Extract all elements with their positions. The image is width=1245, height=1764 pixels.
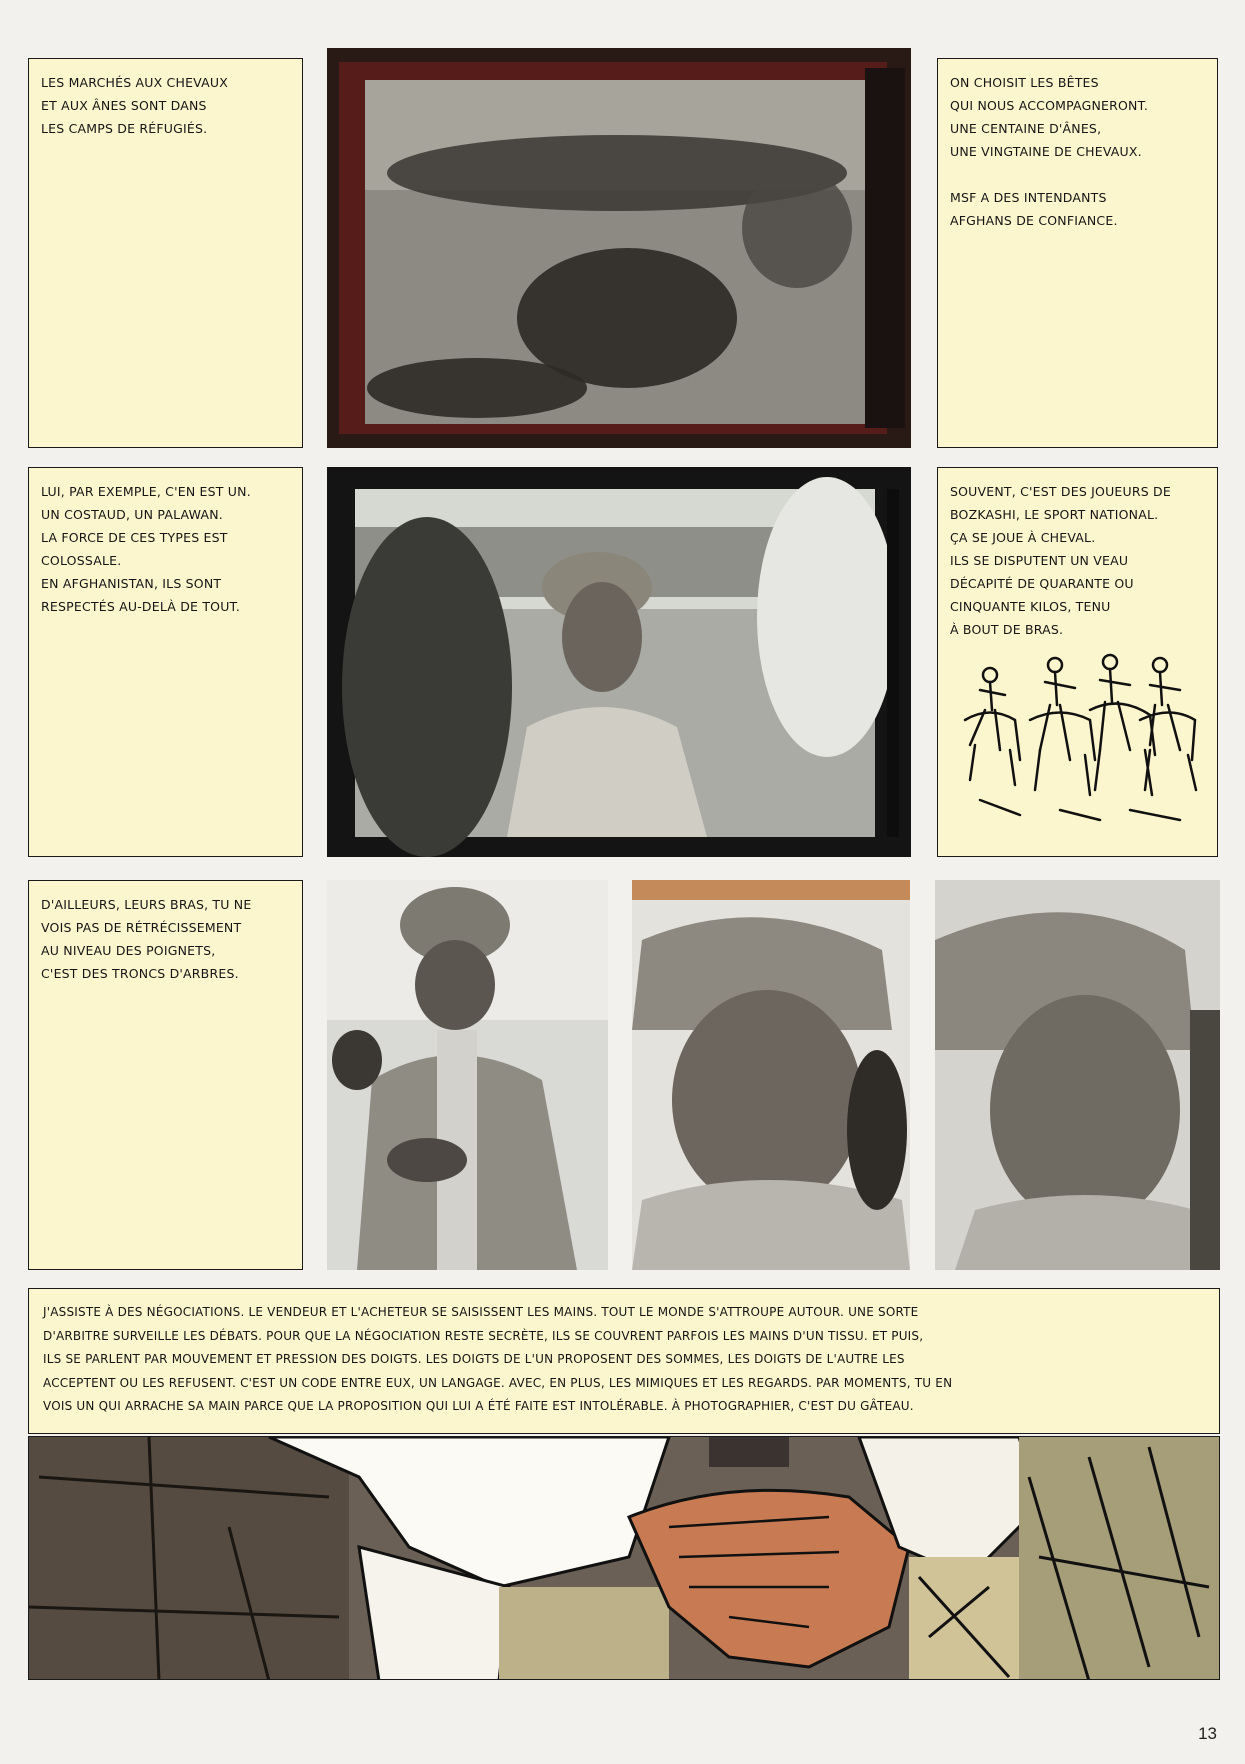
photo-market-crowd xyxy=(327,48,911,448)
caption-line: ON CHOISIT LES BÊTES xyxy=(950,75,1099,90)
caption-line: VOIS UN QUI ARRACHE SA MAIN PARCE QUE LA PROPOSITION QUI LUI A ÉTÉ FAITE EST INTOLÉRABLE. À PHOTOGRAPHIER, C'EST DU GÂTEAU. xyxy=(43,1399,914,1413)
caption-line: COLOSSALE. xyxy=(41,553,122,568)
caption-negotiations xyxy=(28,1288,1220,1434)
caption-line: EN AFGHANISTAN, ILS SONT xyxy=(41,576,222,591)
caption-line: VOIS PAS DE RÉTRÉCISSEMENT xyxy=(41,920,242,935)
caption-line: LES MARCHÉS AUX CHEVAUX xyxy=(41,75,228,90)
caption-arms-tree-trunks xyxy=(28,880,303,1270)
caption-line: ILS SE DISPUTENT UN VEAU xyxy=(950,553,1129,568)
caption-line: AU NIVEAU DES POIGNETS, xyxy=(41,943,216,958)
caption-line: RESPECTÉS AU-DELÀ DE TOUT. xyxy=(41,599,241,614)
caption-line: D'AILLEURS, LEURS BRAS, TU NE xyxy=(41,897,252,912)
caption-line: C'EST DES TRONCS D'ARBRES. xyxy=(41,966,239,981)
caption-line: LES CAMPS DE RÉFUGIÉS. xyxy=(41,121,208,136)
caption-palawan xyxy=(28,467,303,857)
caption-line: LUI, PAR EXEMPLE, C'EN EST UN. xyxy=(41,484,251,499)
caption-line: SOUVENT, C'EST DES JOUEURS DE xyxy=(950,484,1171,499)
caption-line: ILS SE PARLENT PAR MOUVEMENT ET PRESSION DES DOIGTS. LES DOIGTS DE L'UN PROPOSENT DES SOMMES, LES DOIGTS DE L'AUTRE LES xyxy=(43,1352,905,1366)
handshake-illustration xyxy=(28,1436,1220,1680)
caption-line: J'ASSISTE À DES NÉGOCIATIONS. LE VENDEUR ET L'ACHETEUR SE SAISISSENT LES MAINS. TOUT LE MONDE S'ATTROUPE AUTOUR. UNE SORTE xyxy=(43,1305,919,1319)
photo-smiling-man-turban xyxy=(327,467,911,857)
caption-choosing-animals xyxy=(937,58,1218,448)
caption-line: UNE VINGTAINE DE CHEVAUX. xyxy=(950,144,1142,159)
caption-line: LA FORCE DE CES TYPES EST xyxy=(41,530,228,545)
caption-line: DÉCAPITÉ DE QUARANTE OU xyxy=(950,576,1134,591)
caption-line: UN COSTAUD, UN PALAWAN. xyxy=(41,507,223,522)
photo-man-looking-down xyxy=(632,880,910,1270)
caption-line: ÇA SE JOUE À CHEVAL. xyxy=(950,530,1096,545)
caption-line xyxy=(950,163,1205,186)
caption-line: MSF A DES INTENDANTS xyxy=(950,190,1107,205)
caption-line: CINQUANTE KILOS, TENU xyxy=(950,599,1111,614)
caption-horse-markets xyxy=(28,58,303,448)
photo-man-looking-aside xyxy=(935,880,1220,1270)
page-number: 13 xyxy=(1198,1724,1217,1743)
caption-line: ET AUX ÂNES SONT DANS xyxy=(41,98,207,113)
caption-line: D'ARBITRE SURVEILLE LES DÉBATS. POUR QUE LA NÉGOCIATION RESTE SECRÈTE, ILS SE COUVRENT PARFOIS LES MAINS D'UN TISSU. ET PUIS, xyxy=(43,1328,924,1343)
caption-line: AFGHANS DE CONFIANCE. xyxy=(950,213,1118,228)
bozkashi-riders-sketch xyxy=(960,650,1200,830)
caption-line: QUI NOUS ACCOMPAGNERONT. xyxy=(950,98,1149,113)
caption-line: BOZKASHI, LE SPORT NATIONAL. xyxy=(950,507,1159,522)
caption-line: À BOUT DE BRAS. xyxy=(950,622,1064,637)
caption-line: UNE CENTAINE D'ÂNES, xyxy=(950,121,1102,136)
photo-man-counting-money xyxy=(327,880,608,1270)
caption-line: ACCEPTENT OU LES REFUSENT. C'EST UN CODE ENTRE EUX, UN LANGAGE. AVEC, EN PLUS, LES MIMIQUES ET LES REGARDS. PAR MOMENTS, TU EN xyxy=(43,1375,953,1390)
